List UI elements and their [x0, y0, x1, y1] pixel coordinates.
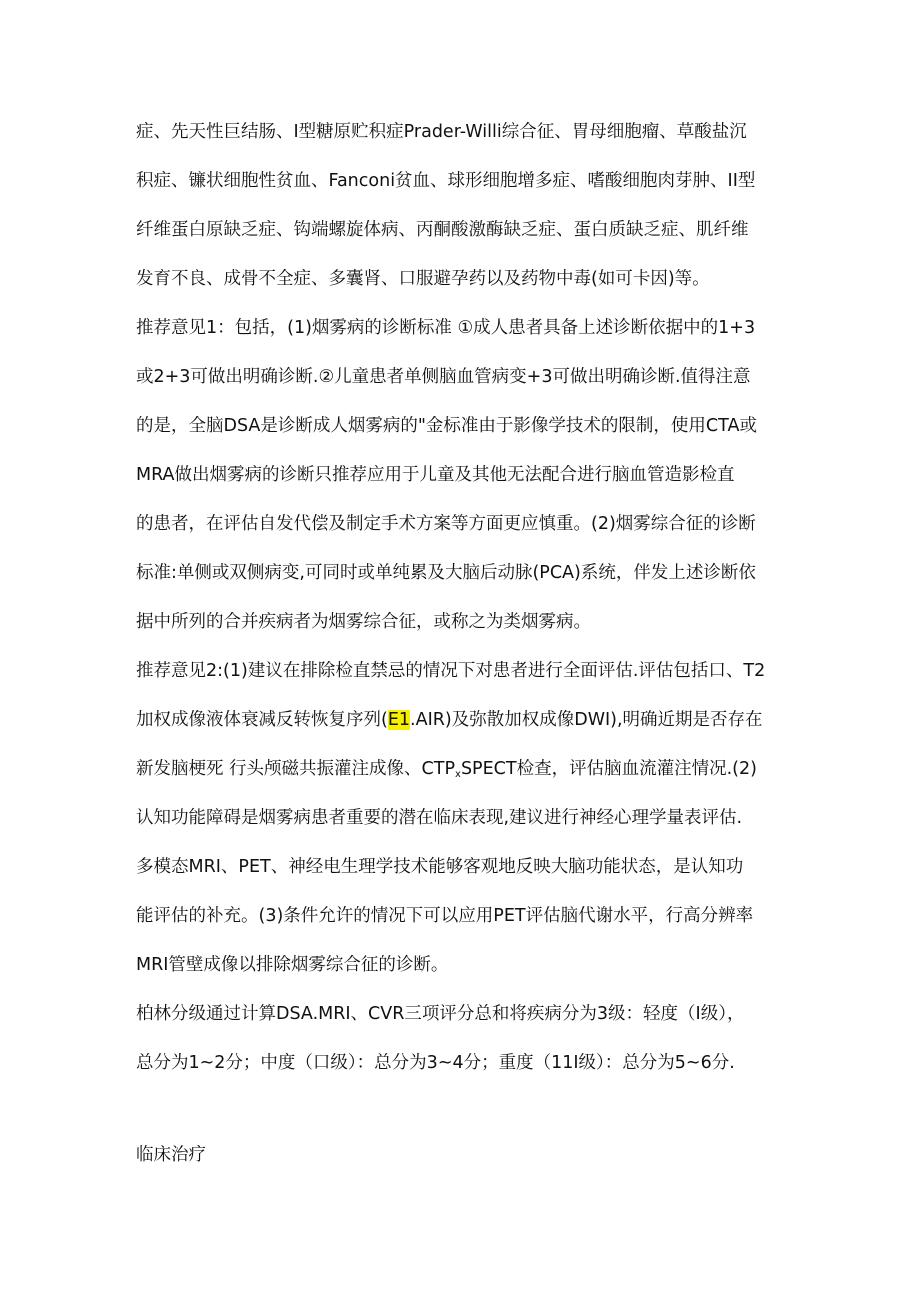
- subscript-text: x: [455, 769, 461, 780]
- text-line: 或2+3可做出明确诊断.②儿童患者单侧脑血管病变+3可做出明确诊断.值得注意: [136, 367, 751, 387]
- text-line: 症、先天性巨结肠、I型糖原贮积症Prader-Willi综合征、胃母细胞瘤、草酸盐沉: [136, 122, 747, 142]
- text-line: 据中所列的合并疾病者为烟雾综合征，或称之为类烟雾病。: [136, 612, 591, 632]
- highlighted-text: E1: [387, 710, 411, 730]
- section-heading: 临床治疗: [136, 1145, 206, 1165]
- text-line: 多模态MRI、PET、神经电生理学技术能够客观地反映大脑功能状态，是认知功: [136, 857, 744, 877]
- text-line: 能评估的补充。(3)条件允许的情况下可以应用PET评估脑代谢水平，行高分辨率: [136, 906, 754, 926]
- text-line: 纤维蛋白原缺乏症、钩端螺旋体病、丙酮酸激酶缺乏症、蛋白质缺乏症、肌纤维: [136, 220, 749, 240]
- text-line: 的患者，在评估自发代偿及制定手术方案等方面更应慎重。(2)烟雾综合征的诊断: [136, 514, 756, 534]
- text-line: 积症、镰状细胞性贫血、Fanconi贫血、球形细胞增多症、嗜酸细胞肉芽肿、II型: [136, 171, 756, 191]
- text-line: 标准:单侧或双侧病变,可同时或单纯累及大脑后动脉(PCA)系统，伴发上述诊断依: [136, 563, 756, 583]
- text-line: 推荐意见2:(1)建议在排除检直禁忌的情况下对患者进行全面评估.评估包括口、T2: [136, 661, 766, 681]
- text-line: 的是，全脑DSA是诊断成人烟雾病的"金标准由于影像学技术的限制，使用CTA或: [136, 416, 757, 436]
- text-line: MRA做出烟雾病的诊断只推荐应用于儿童及其他无法配合进行脑血管造影检直: [136, 465, 735, 485]
- text-line: [136, 705, 796, 735]
- text-segment: SPECT检查，评估脑血流灌注情况.(2): [460, 759, 757, 779]
- text-line: [136, 754, 796, 784]
- text-segment: 新发脑梗死 行头颅磁共振灌注成像、CTP: [136, 759, 456, 779]
- text-segment: .AIR)及弥散加权成像DWI),明确近期是否存在: [410, 710, 763, 730]
- text-line: 总分为1~2分；中度（口级）：总分为3~4分；重度（11I级）：总分为5~6分.: [136, 1053, 735, 1073]
- text-segment: 加权成像液体衰减反转恢复序列(: [136, 710, 388, 730]
- text-line: 发育不良、成骨不全症、多囊肾、口服避孕药以及药物中毒(如可卡因)等。: [136, 269, 710, 289]
- text-line: 认知功能障碍是烟雾病患者重要的潜在临床表现,建议进行神经心理学量表评估.: [136, 808, 743, 828]
- text-line: MRI管壁成像以排除烟雾综合征的诊断。: [136, 955, 449, 975]
- text-line: 推荐意见1：包括，(1)烟雾病的诊断标准 ①成人患者具备上述诊断依据中的1+3: [136, 318, 756, 338]
- text-line: 柏林分级通过计算DSA.MRI、CVR三项评分总和将疾病分为3级：轻度（I级），: [136, 1004, 745, 1024]
